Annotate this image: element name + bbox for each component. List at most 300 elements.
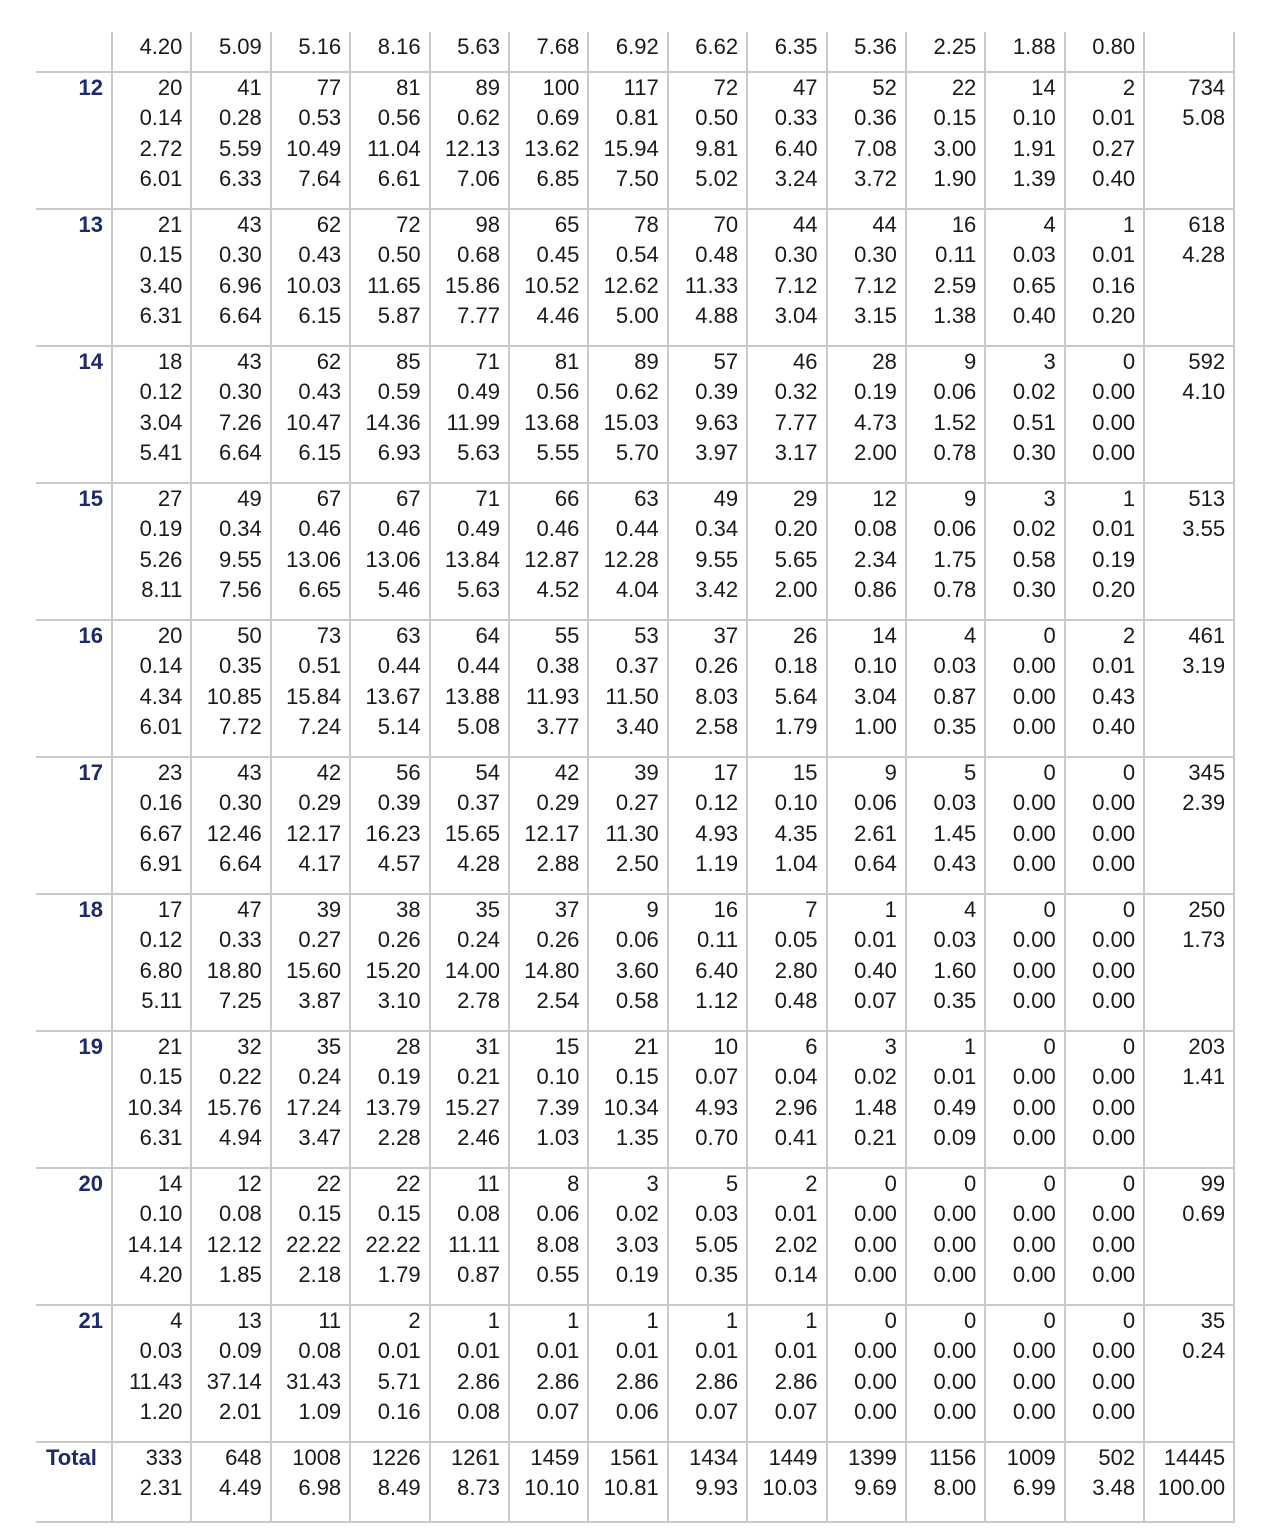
cell-value: 0.26: [377, 927, 421, 953]
cell-value: 0.06: [854, 790, 897, 816]
table-cell: [668, 1031, 747, 1168]
cell-value: 37: [713, 623, 739, 648]
cell-value: 0.03: [933, 653, 977, 679]
cell-value: 6.92: [615, 34, 659, 59]
cell-value: 6.65: [298, 577, 342, 603]
cell-value: 0.53: [298, 105, 342, 131]
table-cell: [430, 209, 509, 346]
row-header: [36, 32, 112, 72]
cell-value: 6.93: [377, 440, 421, 466]
cell-value: 0.24: [1182, 1338, 1226, 1364]
table-cell: [191, 346, 270, 483]
cell-value: 3.24: [774, 166, 818, 192]
row-total-cell: [1144, 1168, 1234, 1305]
cell-value: 12.87: [524, 546, 580, 572]
cell-value: 0: [1043, 897, 1056, 922]
cell-value: 1.91: [1012, 135, 1056, 161]
cell-value: 1.60: [933, 957, 977, 983]
cell-value: 0.01: [695, 1338, 739, 1364]
cell-value: 1: [805, 1308, 818, 1333]
table-cell: [588, 620, 667, 757]
row-total-cell: [1144, 72, 1234, 209]
cell-value: 0.35: [933, 988, 977, 1014]
cell-value: 4: [170, 1308, 183, 1333]
table-cell: [509, 346, 588, 483]
cell-value: 8.03: [695, 683, 739, 709]
cell-value: 0.87: [457, 1262, 500, 1288]
cell-value: 0.30: [218, 379, 262, 405]
cell-value: 0.62: [615, 379, 659, 405]
cell-value: 0.00: [1092, 927, 1136, 953]
table-cell: [112, 1168, 191, 1305]
cell-value: 0: [1043, 1308, 1056, 1333]
column-total-cell: [1065, 1442, 1144, 1522]
cell-value: 22.22: [286, 1231, 342, 1257]
cell-value: 0.00: [1012, 1338, 1056, 1364]
table-cell: [1065, 32, 1144, 72]
cell-value: 0.00: [1012, 683, 1056, 709]
cell-value: 0.00: [933, 1262, 977, 1288]
cell-value: 0.55: [536, 1262, 580, 1288]
table-cell: [430, 32, 509, 72]
cell-value: 13.06: [365, 546, 421, 572]
cell-value: 3.87: [298, 988, 342, 1014]
table-cell: [668, 757, 747, 894]
table-cell: [191, 620, 270, 757]
cell-value: 0: [1122, 349, 1136, 374]
cell-value: 6.15: [298, 303, 342, 329]
cell-value: 35: [475, 897, 500, 922]
cell-value: 0.00: [1012, 988, 1056, 1014]
cell-value: 37.14: [206, 1368, 262, 1394]
table-cell: [430, 72, 509, 209]
cell-value: 0.43: [298, 242, 342, 268]
cell-value: 0: [1043, 1034, 1056, 1059]
cell-value: 0.30: [774, 242, 818, 268]
cell-value: 6.01: [139, 166, 183, 192]
cell-value: 4.88: [695, 303, 739, 329]
cell-value: 72: [396, 212, 421, 237]
cell-value: 1561: [609, 1445, 659, 1470]
cell-value: 3.04: [854, 683, 897, 709]
cell-value: 2.00: [854, 440, 897, 466]
cell-value: 1: [964, 1034, 977, 1059]
cell-value: 0: [1122, 760, 1136, 785]
cell-value: 85: [396, 349, 421, 374]
cell-value: 0.26: [536, 927, 580, 953]
cell-value: 3.04: [139, 409, 183, 435]
cell-value: 0.44: [615, 516, 659, 542]
table-cell: [747, 32, 826, 72]
column-total-cell: [271, 1442, 350, 1522]
column-total-cell: [747, 1442, 826, 1522]
cell-value: 8.49: [377, 1475, 421, 1501]
cell-value: 3.55: [1182, 516, 1226, 542]
cell-value: 0.19: [1092, 546, 1136, 572]
cell-value: 15.60: [286, 957, 342, 983]
table-cell: [906, 757, 985, 894]
table-cell: [191, 32, 270, 72]
table-cell: [985, 620, 1064, 757]
cell-value: 7.77: [457, 303, 500, 329]
table-cell: [350, 894, 429, 1031]
cell-value: 0.40: [854, 957, 897, 983]
table-cell: [668, 32, 747, 72]
cell-value: 43: [237, 212, 262, 237]
table-cell: [827, 620, 906, 757]
cell-value: 0.50: [695, 105, 739, 131]
cell-value: 62: [316, 349, 342, 374]
cell-value: 5.02: [695, 166, 739, 192]
cell-value: 0.00: [1012, 1094, 1056, 1120]
cell-value: 0.11: [696, 927, 739, 953]
cell-value: 0.27: [1092, 135, 1136, 161]
cell-value: 0.06: [615, 1399, 659, 1425]
row-header: [36, 209, 112, 346]
cell-value: 0.00: [1092, 957, 1136, 983]
cell-value: 2.58: [695, 714, 739, 740]
cell-value: 1399: [847, 1445, 897, 1470]
table-cell: [827, 32, 906, 72]
row-header: [36, 757, 112, 894]
cell-value: 2: [805, 1171, 818, 1196]
table-cell: [112, 209, 191, 346]
table-row: [36, 72, 1234, 209]
table-cell: [668, 894, 747, 1031]
cell-value: 0.00: [1092, 1338, 1136, 1364]
cell-value: 67: [396, 486, 421, 511]
table-cell: [668, 346, 747, 483]
cell-value: 5.00: [615, 303, 659, 329]
cell-value: 1.73: [1182, 927, 1226, 953]
cell-value: 0.12: [139, 927, 183, 953]
cell-value: 35: [1200, 1308, 1226, 1333]
cell-value: 0.81: [615, 105, 659, 131]
cell-value: 81: [554, 349, 580, 374]
cell-value: 65: [554, 212, 580, 237]
cell-value: 0.06: [536, 1201, 580, 1227]
cell-value: 16.23: [365, 820, 421, 846]
cell-value: 0.00: [854, 1399, 897, 1425]
cell-value: 0.43: [1092, 683, 1136, 709]
cell-value: 1434: [689, 1445, 739, 1470]
table-cell: [906, 1031, 985, 1168]
cell-value: 4.10: [1182, 379, 1226, 405]
cell-value: 1.00: [854, 714, 897, 740]
table-cell: [827, 72, 906, 209]
table-cell: [509, 894, 588, 1031]
cell-value: 9.81: [695, 135, 739, 161]
cell-value: 0.19: [615, 1262, 659, 1288]
column-total-cell: [985, 1442, 1064, 1522]
cell-value: 12.17: [286, 820, 342, 846]
table-cell: [906, 346, 985, 483]
table-row: [36, 1305, 1234, 1442]
column-total-cell: [430, 1442, 509, 1522]
table-cell: [1065, 1031, 1144, 1168]
table-cell: [191, 209, 270, 346]
cell-value: 0.08: [298, 1338, 342, 1364]
cell-value: 10.81: [603, 1475, 659, 1501]
cell-value: 2.50: [615, 851, 659, 877]
cell-value: 6.96: [218, 272, 262, 298]
cell-value: 0.21: [457, 1064, 500, 1090]
row-header-label: 15: [78, 486, 103, 511]
cell-value: 2.59: [933, 272, 977, 298]
cell-value: 1.19: [695, 851, 739, 877]
cell-value: 4.04: [615, 577, 659, 603]
table-body: [36, 32, 1234, 1522]
table-cell: [985, 72, 1064, 209]
cell-value: 0.06: [615, 927, 659, 953]
cell-value: 4.73: [854, 409, 897, 435]
table-cell: [509, 1168, 588, 1305]
cell-value: 0.00: [1092, 1201, 1136, 1227]
cell-value: 16: [713, 897, 739, 922]
cell-value: 6.35: [774, 34, 818, 59]
cell-value: 0.37: [615, 653, 659, 679]
table-cell: [747, 1168, 826, 1305]
row-header-label: 16: [78, 623, 103, 648]
cell-value: 16: [951, 212, 977, 237]
cell-value: 42: [316, 760, 342, 785]
table-cell: [985, 1168, 1064, 1305]
cell-value: 1.35: [615, 1125, 659, 1151]
cell-value: 0.00: [1092, 1231, 1136, 1257]
cell-value: 13.06: [286, 546, 342, 572]
cell-value: 0.56: [377, 105, 421, 131]
table-cell: [985, 32, 1064, 72]
cell-value: 0.00: [1012, 1201, 1056, 1227]
cell-value: 4.35: [774, 820, 818, 846]
cell-value: 5.63: [457, 440, 500, 466]
cell-value: 6.61: [377, 166, 421, 192]
cell-value: 0.01: [377, 1338, 421, 1364]
cell-value: 0.44: [377, 653, 421, 679]
cell-value: 0.00: [1012, 790, 1056, 816]
table-cell: [112, 32, 191, 72]
cell-value: 2: [1122, 75, 1136, 100]
row-header: [36, 1168, 112, 1305]
cell-value: 15.03: [603, 409, 659, 435]
cell-value: 13: [237, 1308, 262, 1333]
cell-value: 2.39: [1182, 790, 1226, 816]
cell-value: 13.79: [365, 1094, 421, 1120]
cell-value: 3.40: [615, 714, 659, 740]
cell-value: 7.77: [774, 409, 818, 435]
cell-value: 47: [237, 897, 262, 922]
table-cell: [1065, 209, 1144, 346]
cell-value: 6.33: [218, 166, 262, 192]
cell-value: 1: [487, 1308, 500, 1333]
cell-value: 5.05: [695, 1231, 739, 1257]
row-header-label: 21: [78, 1308, 103, 1333]
cell-value: 6.01: [139, 714, 183, 740]
cell-value: 3.47: [298, 1125, 342, 1151]
cell-value: 1.75: [933, 546, 977, 572]
cell-value: 1.79: [377, 1262, 421, 1288]
cell-value: 31: [475, 1034, 500, 1059]
cell-value: 6.31: [139, 1125, 183, 1151]
cell-value: 4.28: [1182, 242, 1226, 268]
table-cell: [112, 72, 191, 209]
cell-value: 9: [884, 760, 897, 785]
cell-value: 1: [725, 1308, 739, 1333]
cell-value: 11.43: [128, 1368, 183, 1394]
table-cell: [191, 894, 270, 1031]
row-header: [36, 1305, 112, 1442]
cell-value: 0.07: [774, 1399, 818, 1425]
table-cell: [668, 209, 747, 346]
table-cell: [906, 1168, 985, 1305]
table-cell: [191, 72, 270, 209]
cell-value: 0.30: [218, 790, 262, 816]
cell-value: 3: [646, 1171, 659, 1196]
cell-value: 461: [1188, 623, 1226, 648]
cell-value: 0.33: [218, 927, 262, 953]
cell-value: 9.55: [695, 546, 739, 572]
table-cell: [350, 483, 429, 620]
cell-value: 1: [567, 1308, 580, 1333]
row-total-cell: [1144, 1031, 1234, 1168]
table-cell: [350, 32, 429, 72]
cell-value: 0.19: [377, 1064, 421, 1090]
cell-value: 1.45: [933, 820, 977, 846]
cell-value: 10.03: [286, 272, 342, 298]
cell-value: 72: [713, 75, 739, 100]
cell-value: 8: [567, 1171, 580, 1196]
cell-value: 6.31: [139, 303, 183, 329]
table-row: [36, 346, 1234, 483]
cell-value: 7.08: [854, 135, 897, 161]
cell-value: 3: [1043, 486, 1056, 511]
cell-value: 11.93: [525, 683, 580, 709]
cell-value: 4: [964, 897, 977, 922]
cell-value: 0.45: [536, 242, 580, 268]
cell-value: 0: [1043, 623, 1056, 648]
cell-value: 5.70: [615, 440, 659, 466]
cell-value: 1459: [530, 1445, 580, 1470]
cell-value: 6.91: [139, 851, 183, 877]
cell-value: 56: [396, 760, 421, 785]
table-cell: [1065, 483, 1144, 620]
cell-value: 0.29: [536, 790, 580, 816]
cell-value: 4.20: [139, 1262, 183, 1288]
cell-value: 0.03: [933, 790, 977, 816]
table-cell: [112, 1305, 191, 1442]
table-row: [36, 1031, 1234, 1168]
cell-value: 0.34: [695, 516, 739, 542]
cell-value: 6.64: [218, 851, 262, 877]
cell-value: 99: [1200, 1171, 1226, 1196]
cell-value: 3.19: [1182, 653, 1226, 679]
cell-value: 0.03: [139, 1338, 183, 1364]
cell-value: 0.14: [139, 105, 183, 131]
table-cell: [271, 209, 350, 346]
cell-value: 17: [713, 760, 739, 785]
cell-value: 5: [725, 1171, 739, 1196]
table-cell: [191, 1305, 270, 1442]
cell-value: 1.09: [298, 1399, 342, 1425]
cell-value: 21: [634, 1034, 659, 1059]
cell-value: 4.93: [695, 820, 739, 846]
table-cell: [588, 483, 667, 620]
cell-value: 15.65: [444, 820, 500, 846]
cell-value: 2.00: [774, 577, 818, 603]
cell-value: 592: [1188, 349, 1226, 374]
cell-value: 203: [1188, 1034, 1226, 1059]
table-cell: [827, 1168, 906, 1305]
table-cell: [985, 757, 1064, 894]
cell-value: 0: [1043, 760, 1056, 785]
cell-value: 15.20: [365, 957, 421, 983]
cell-value: 0.01: [615, 1338, 659, 1364]
cell-value: 0.00: [1092, 440, 1136, 466]
cell-value: 71: [475, 349, 500, 374]
cell-value: 0.30: [854, 242, 897, 268]
table-cell: [588, 894, 667, 1031]
row-header: [36, 483, 112, 620]
table-cell: [906, 1305, 985, 1442]
cell-value: 77: [316, 75, 342, 100]
cell-value: 0.30: [1012, 577, 1056, 603]
cell-value: 81: [396, 75, 421, 100]
table-cell: [747, 894, 826, 1031]
cell-value: 0.44: [457, 653, 500, 679]
cell-value: 0.14: [139, 653, 183, 679]
cell-value: 0.08: [854, 516, 897, 542]
table-cell: [1065, 894, 1144, 1031]
cell-value: 0.51: [1012, 409, 1056, 435]
column-total-cell: [191, 1442, 270, 1522]
cell-value: 0.48: [774, 988, 818, 1014]
cell-value: 5.63: [457, 34, 500, 59]
cell-value: 0.38: [536, 653, 580, 679]
cell-value: 0.00: [933, 1201, 977, 1227]
cell-value: 0.11: [935, 242, 977, 268]
cell-value: 4.49: [218, 1475, 262, 1501]
cell-value: 0.19: [139, 516, 183, 542]
cell-value: 5.08: [457, 714, 500, 740]
cell-value: 0.49: [457, 516, 500, 542]
cell-value: 1.52: [933, 409, 977, 435]
cell-value: 0.39: [695, 379, 739, 405]
table-cell: [350, 346, 429, 483]
table-cell: [430, 1305, 509, 1442]
cell-value: 12.62: [603, 272, 659, 298]
cell-value: 1009: [1006, 1445, 1056, 1470]
table-cell: [350, 620, 429, 757]
cell-value: 0.00: [1092, 1399, 1136, 1425]
table-cell: [906, 894, 985, 1031]
cell-value: 0.35: [218, 653, 262, 679]
cell-value: 7.12: [854, 272, 897, 298]
cell-value: 0.03: [1012, 242, 1056, 268]
cell-value: 0.49: [933, 1094, 977, 1120]
cell-value: 0.16: [139, 790, 183, 816]
row-header: [36, 1031, 112, 1168]
cell-value: 0.01: [933, 1064, 977, 1090]
table-cell: [747, 1031, 826, 1168]
cell-value: 2.86: [774, 1368, 818, 1394]
cell-value: 0.10: [139, 1201, 183, 1227]
cell-value: 0.15: [615, 1064, 659, 1090]
cell-value: 1.79: [774, 714, 818, 740]
cell-value: 0.00: [1092, 1125, 1136, 1151]
cell-value: 5.71: [377, 1368, 421, 1394]
table-cell: [588, 1168, 667, 1305]
cell-value: 15.94: [603, 135, 659, 161]
